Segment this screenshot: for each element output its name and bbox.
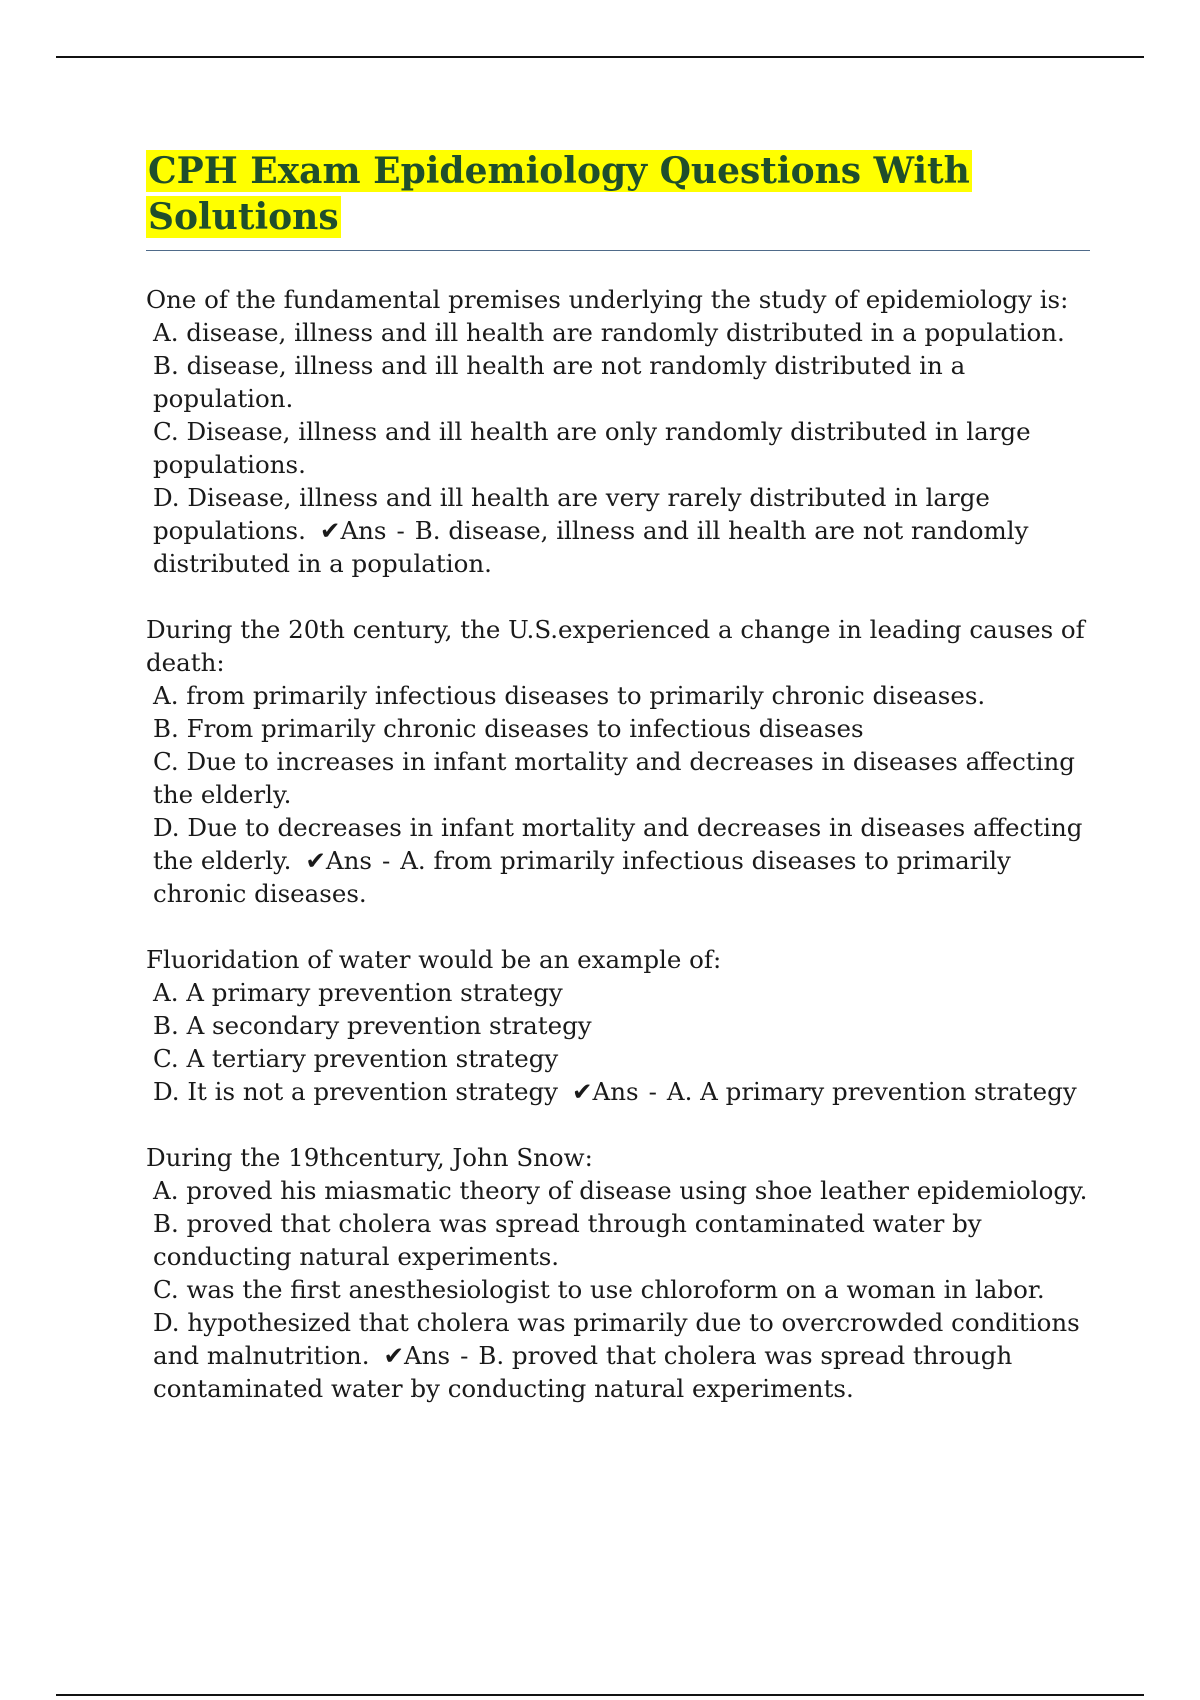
question-block xyxy=(146,1141,1090,1405)
option-d-with-answer xyxy=(146,481,1090,580)
option-b: B. From primarily chronic diseases to infectious diseases xyxy=(153,714,864,743)
question-block xyxy=(146,943,1090,1108)
question-stem: During the 20th century, the U.S.experienced a change in leading causes of death: xyxy=(146,615,1085,677)
page-top-rule xyxy=(56,56,1144,58)
option-a: A. from primarily infectious diseases to primarily chronic diseases. xyxy=(153,681,986,710)
option-d-with-answer xyxy=(146,1306,1090,1405)
option-a: A. A primary prevention strategy xyxy=(153,978,563,1007)
question-stem: One of the fundamental premises underlying the study of epidemiology is: xyxy=(146,285,1069,314)
answer-text: A. A primary prevention strategy xyxy=(666,1077,1077,1106)
answer-separator: - xyxy=(648,1077,657,1106)
question-block xyxy=(146,283,1090,580)
option-d: D. Due to decreases in infant mortality and decreases in diseases affecting the elderly. xyxy=(153,813,1083,875)
option-d-with-answer xyxy=(146,811,1090,910)
answer-separator: - xyxy=(396,516,405,545)
answer-check-mark: ✔Ans xyxy=(383,1341,451,1370)
option-d: D. Disease, illness and ill health are very rarely distributed in large populations. xyxy=(153,483,990,545)
answer-text: B. disease, illness and ill health are not randomly distributed in a population. xyxy=(153,516,1029,578)
option-c: C. Disease, illness and ill health are only randomly distributed in large populations. xyxy=(153,417,1031,479)
document-title xyxy=(146,148,1090,240)
option-b: B. proved that cholera was spread through contaminated water by conducting natural experiments. xyxy=(153,1209,982,1271)
option-d: D. It is not a prevention strategy xyxy=(153,1077,559,1106)
option-b: B. disease, illness and ill health are not randomly distributed in a population. xyxy=(153,351,966,413)
question-stem: Fluoridation of water would be an example of: xyxy=(146,945,722,974)
answer-separator: - xyxy=(460,1341,469,1370)
option-d-with-answer xyxy=(146,1075,1090,1108)
option-a: A. disease, illness and ill health are randomly distributed in a population. xyxy=(153,318,1065,347)
option-b: B. A secondary prevention strategy xyxy=(153,1011,592,1040)
answer-check-mark: ✔Ans xyxy=(572,1077,639,1106)
title-line-1: CPH Exam Epidemiology Questions With xyxy=(148,150,970,192)
option-c: C. was the first anesthesiologist to use chloroform on a woman in labor. xyxy=(153,1275,1045,1304)
question-stem: During the 19thcentury, John Snow: xyxy=(146,1143,593,1172)
answer-separator: - xyxy=(381,846,391,875)
answer-text: B. proved that cholera was spread through contaminated water by conducting natural experiments. xyxy=(153,1341,1013,1403)
option-c: C. A tertiary prevention strategy xyxy=(153,1044,559,1073)
answer-check-mark: ✔Ans xyxy=(319,516,387,545)
option-d: D. hypothesized that cholera was primarily due to overcrowded conditions and malnutrition. xyxy=(153,1308,1080,1370)
option-c: C. Due to increases in infant mortality and decreases in diseases affecting the elderly. xyxy=(153,747,1075,809)
title-line-2: Solutions xyxy=(148,196,339,238)
option-a: A. proved his miasmatic theory of disease using shoe leather epidemiology. xyxy=(153,1176,1088,1205)
document-body xyxy=(146,148,1090,1438)
title-underline xyxy=(146,250,1090,251)
page-bottom-rule xyxy=(56,1694,1144,1696)
answer-text: A. from primarily infectious diseases to primarily chronic diseases. xyxy=(153,846,1011,908)
question-block xyxy=(146,613,1090,910)
answer-check-mark: ✔Ans xyxy=(305,846,372,875)
